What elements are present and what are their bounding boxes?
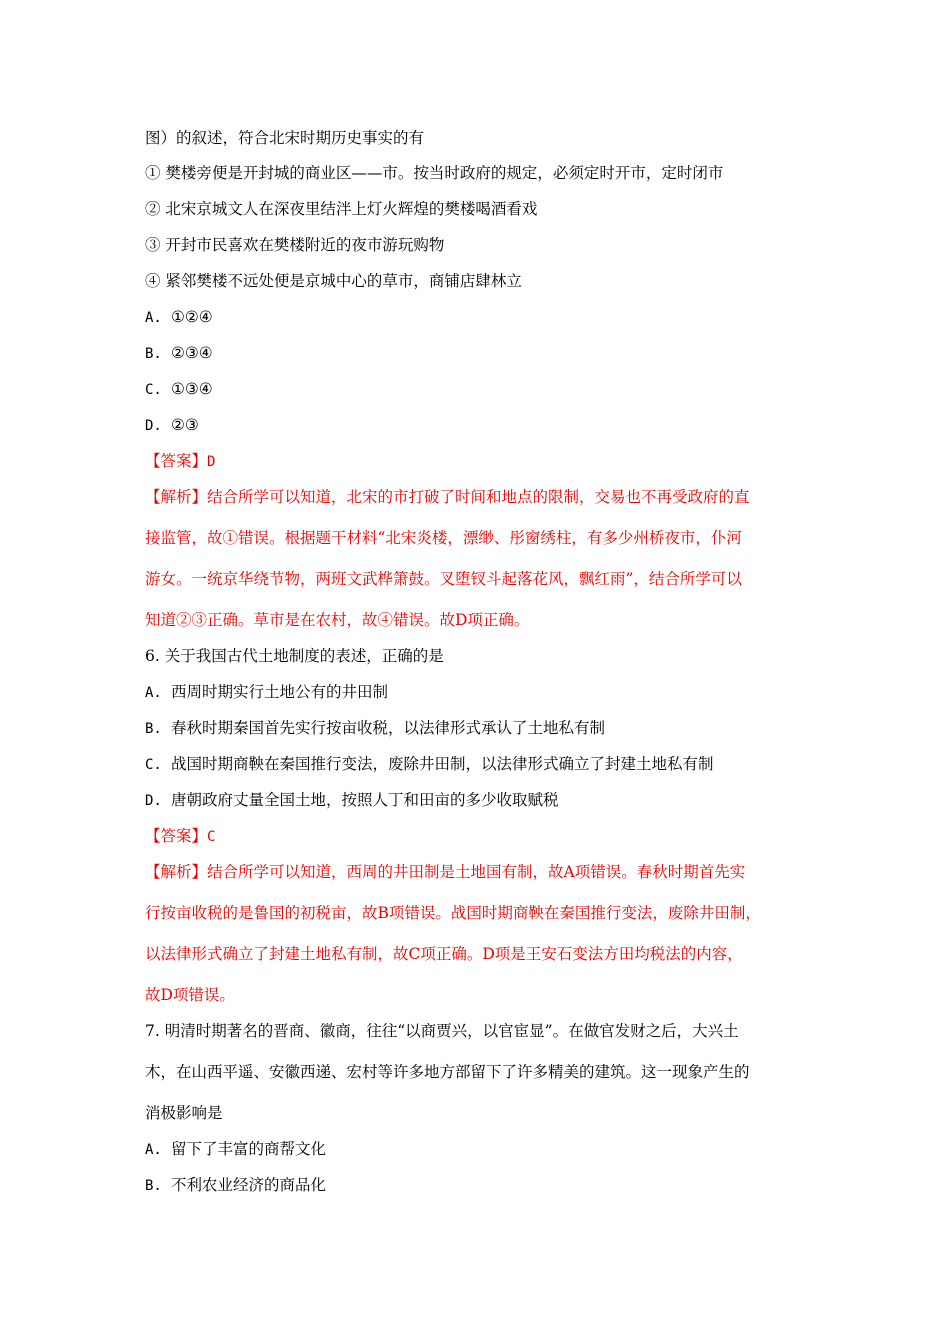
q5-statement-4: ④ 紧邻樊楼不远处便是京城中心的草市，商铺店肆林立 [145,272,522,290]
answer-label: 【答案】 [145,827,208,845]
option-letter: C. [145,382,162,398]
q6-stem: 6. 关于我国古代土地制度的表述，正确的是 [145,647,444,665]
option-text: ①③④ [171,380,213,398]
option-letter: A. [145,685,162,701]
q5-answer [145,451,825,472]
q7-stem-line-1: 7. 明清时期著名的晋商、徽商，往往“以商贾兴，以官宦显”。在做官发财之后，大兴土 [145,1022,739,1040]
option-letter: B. [145,721,162,737]
option-letter: D. [145,793,162,809]
option-letter: A. [145,1142,162,1158]
q6-analysis-line-3: 以法律形式确立了封建土地私有制，故C项正确。D项是王安石变法方田均税法的内容， [145,945,743,963]
option-text: 战国时期商鞅在秦国推行变法，废除井田制，以法律形式确立了封建土地私有制 [171,755,714,773]
q7-stem-line-2: 木，在山西平遥、安徽西递、宏村等许多地方部留下了许多精美的建筑。这一现象产生的 [145,1063,750,1081]
analysis-label: 【解析】 [145,488,208,506]
q5-option-b [145,343,825,364]
q5-option-c [145,379,825,400]
q5-analysis-line-4: 知道②③正确。草市是在农村，故④错误。故D项正确。 [145,611,530,629]
q6-answer [145,826,825,847]
q7-stem-line-3: 消极影响是 [145,1104,223,1122]
q5-analysis-line-1 [145,487,825,507]
option-text: ①②④ [171,308,213,326]
option-letter: D. [145,418,162,434]
option-text: 春秋时期秦国首先实行按亩收税，以法律形式承认了土地私有制 [171,719,606,737]
option-letter: C. [145,757,162,773]
q7-option-a [145,1139,825,1160]
q6-analysis-line-1 [145,862,825,882]
answer-label: 【答案】 [145,452,208,470]
answer-value: D [207,454,216,470]
analysis-label: 【解析】 [145,863,208,881]
q5-stem-tail: 图）的叙述，符合北宋时期历史事实的有 [145,129,425,147]
option-text: 唐朝政府丈量全国土地，按照人丁和田亩的多少收取赋税 [171,791,559,809]
q6-option-a [145,682,825,703]
q6-option-c [145,754,825,775]
analysis-text: 结合所学可以知道，西周的井田制是土地国有制，故A项错误。春秋时期首先实 [207,863,746,881]
q5-statement-3: ③ 开封市民喜欢在樊楼附近的夜市游玩购物 [145,236,445,254]
q5-analysis-line-2: 接监管，故①错误。根据题干材料“北宋炎楼，漂缈、彤窗绣柱，有多少州桥夜市，仆河 [145,529,742,547]
q5-option-d [145,415,825,436]
q7-option-b [145,1175,825,1196]
q5-statement-2: ② 北宋京城文人在深夜里结泮上灯火辉煌的樊楼喝酒看戏 [145,200,538,218]
analysis-text: 结合所学可以知道，北宋的市打破了时间和地点的限制，交易也不再受政府的直 [207,488,750,506]
q6-analysis-line-4: 故D项错误。 [145,986,235,1004]
q6-option-b [145,718,825,739]
option-text: 留下了丰富的商帮文化 [171,1140,327,1158]
option-text: 西周时期实行土地公有的井田制 [171,683,389,701]
answer-value: C [207,829,216,845]
q6-option-d [145,790,825,811]
option-text: ②③ [171,416,199,434]
q5-statement-1: ① 樊楼旁便是开封城的商业区——市。按当时政府的规定，必须定时开市，定时闭市 [145,164,724,182]
option-text: 不利农业经济的商品化 [171,1176,327,1194]
option-letter: A. [145,310,162,326]
q6-analysis-line-2: 行按亩收税的是鲁国的初税亩，故B项错误。战国时期商鞅在秦国推行变法，废除井田制， [145,904,761,922]
option-letter: B. [145,346,162,362]
option-text: ②③④ [171,344,213,362]
option-letter: B. [145,1178,162,1194]
q5-analysis-line-3: 游女。一统京华绕节物，两班文武桦箫鼓。叉堕钗斗起落花风，飘红雨”，结合所学可以 [145,570,742,588]
q5-option-a [145,307,825,328]
